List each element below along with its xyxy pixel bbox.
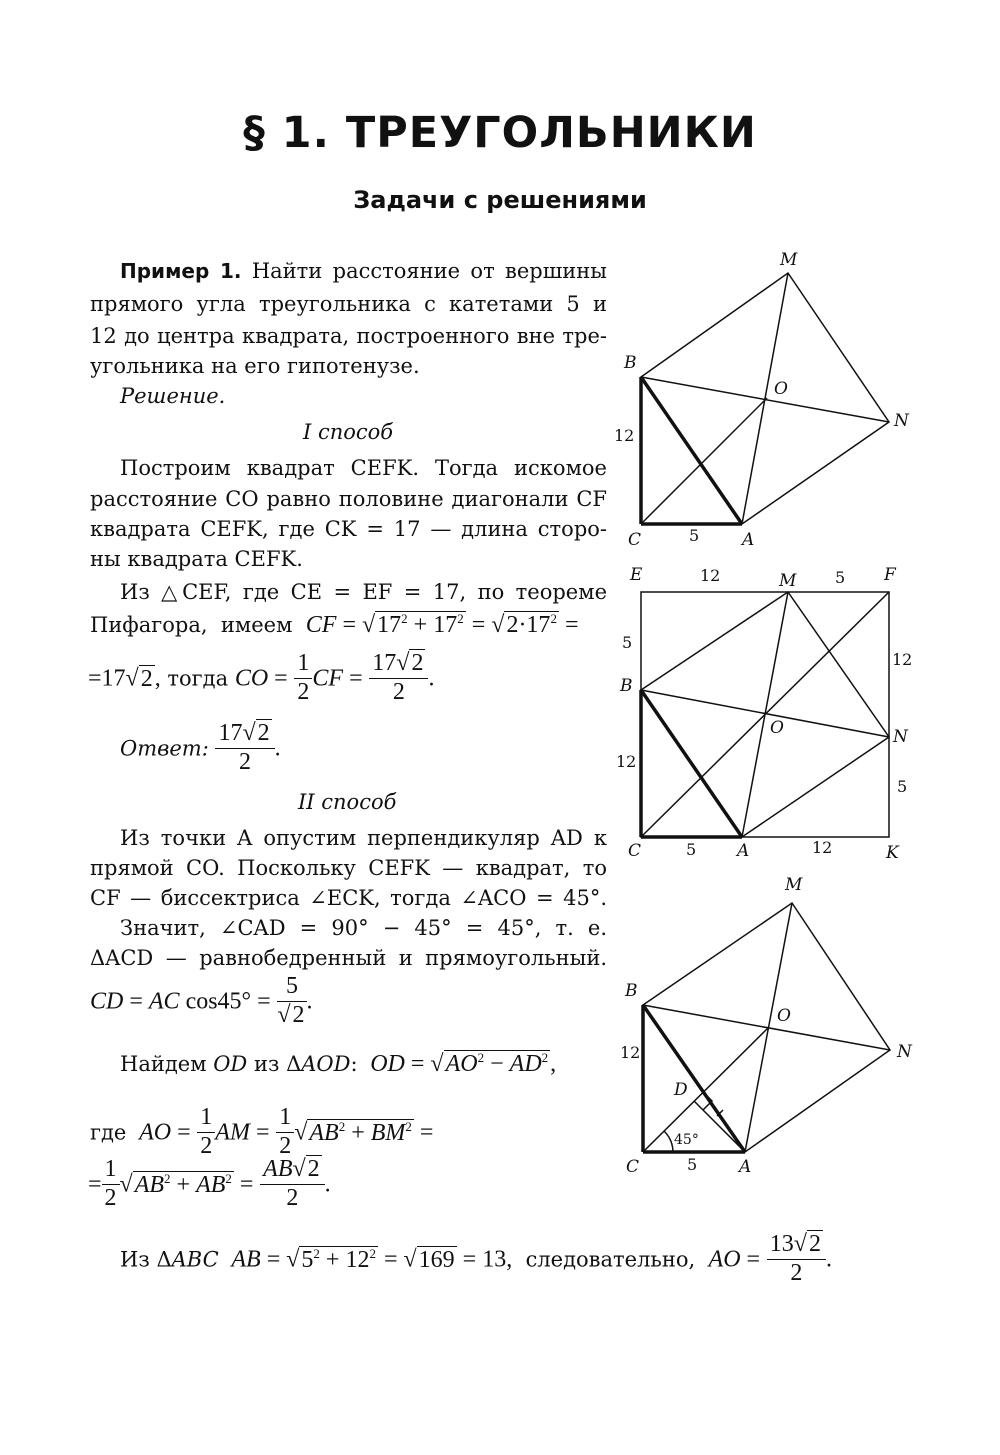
formula-cf: Пифагора, имеем CF = $√17^2 + 17^2 = √2\cdot 17^2$ =: [90, 611, 579, 638]
perpendicular-ad: [694, 1101, 745, 1152]
diagonal-am: [742, 273, 788, 524]
method1-line-2: расстояние CO равно половине диагонали CF: [90, 487, 607, 511]
formula-od: Найдем OD из ΔAOD: OD = $√AO^2 - AD^2$,: [120, 1050, 557, 1077]
point-a2-label: A: [737, 841, 750, 861]
formula-co: =17√2, тогда CO = $\frac{1}{2}$ CF = $\frac{17√2}{2}$ .: [88, 650, 435, 705]
length-5: 5: [689, 526, 700, 545]
solution-label: Решение.: [120, 384, 226, 408]
segment-co: [641, 398, 767, 524]
point-b3-label: B: [625, 981, 638, 1001]
length-ak: 12: [812, 838, 833, 857]
method2-line-5: ΔACD — равнобедренный и прямоугольный.: [90, 946, 607, 970]
method1-heading: I способ: [303, 420, 394, 444]
method1-line-4: ны квадрата CEFK.: [90, 547, 303, 571]
length-12: 12: [614, 426, 635, 445]
segment-ab: [641, 377, 742, 524]
formula-ao2: = $\frac{1}{2}$ $√AB^2 + AB^2$ = $\frac{AB√2}{2}$ .: [88, 1156, 331, 1211]
square-bmna-2: [641, 592, 889, 837]
formula-abc: Из ΔABC AB = $√5^2 + 12^2 = √169 = 13$, следовательно, AO = $\frac{13√2}{2}$ .: [120, 1231, 832, 1286]
diagonal-am-2: [742, 592, 788, 837]
diagonal-am-3: [745, 903, 792, 1152]
point-o2-label: O: [770, 718, 784, 738]
right-angle-mark: [703, 1092, 712, 1110]
length-ca: 5: [686, 840, 697, 859]
segment-ab-2: [641, 690, 742, 837]
square-bmna: [641, 273, 889, 524]
example-label: Пример 1.: [120, 259, 242, 283]
point-b2-label: B: [620, 676, 633, 696]
point-b-label: B: [624, 353, 637, 373]
diagonal-bn: [641, 377, 889, 422]
example-line-1: [120, 259, 607, 283]
point-d-label: D: [674, 1080, 688, 1100]
point-k-label: K: [886, 843, 899, 863]
length-fn: 12: [892, 650, 913, 669]
diagonal-bn-3: [643, 1005, 890, 1050]
example-line-2: прямого угла треугольника с катетами 5 и: [90, 292, 607, 316]
segment-ab-3: [643, 1005, 745, 1152]
point-m3-label: M: [785, 875, 803, 895]
point-o-label: O: [774, 379, 788, 399]
point-n3-label: N: [897, 1042, 912, 1062]
length-nk: 5: [897, 777, 908, 796]
method2-line-3: CF — биссектриса ∠ECK, тогда ∠ACO = 45°.: [90, 886, 607, 910]
section-subtitle: Задачи с решениями: [353, 186, 647, 214]
point-c3-label: C: [626, 1157, 640, 1177]
method1-line-3: квадрата CEFK, где CK = 17 — длина сторо-: [90, 517, 607, 541]
point-a3-label: A: [739, 1157, 752, 1177]
point-n-label: N: [894, 411, 909, 431]
length-bc-3: 12: [620, 1043, 641, 1062]
method2-line-2: прямой CO. Поскольку CEFK — квадрат, то: [90, 856, 607, 880]
example-line-3: 12 до центра квадрата, построенного вне тре-: [90, 324, 607, 348]
length-ca-3: 5: [687, 1155, 698, 1174]
diagonal-cf: [641, 592, 889, 837]
point-n2-label: N: [893, 727, 908, 747]
point-a-label: A: [742, 530, 755, 550]
length-mf: 5: [835, 568, 846, 587]
point-m2-label: M: [779, 571, 797, 591]
tick-mark: [717, 1110, 723, 1116]
answer-1: Ответ: $\frac{17√2}{2}$ .: [120, 720, 281, 775]
length-bc: 12: [616, 752, 637, 771]
method1-line-1: Построим квадрат CEFK. Тогда искомое: [120, 456, 607, 480]
angle-arc: [664, 1131, 673, 1152]
example-line-4: угольника на его гипотенузе.: [90, 354, 420, 378]
point-f-label: F: [884, 565, 896, 585]
formula-cd: CD = AC cos45° = $\frac{5}{√2}$ .: [90, 973, 313, 1028]
formula-ao: где AO = $\frac{1}{2}$ AM = $\frac{1}{2}$ $√AB^2 + BM^2$ =: [90, 1104, 434, 1159]
method2-line-1: Из точки A опустим перпендикуляр AD к: [120, 826, 607, 850]
point-c2-label: C: [628, 841, 642, 861]
point-c-label: C: [628, 530, 642, 550]
square-cefk: [641, 592, 889, 837]
point-e-label: E: [630, 565, 643, 585]
page-title: § 1. ТРЕУГОЛЬНИКИ: [243, 108, 757, 158]
length-em: 12: [700, 566, 721, 585]
example-text-1: Найти расстояние от вершины: [251, 259, 607, 283]
answer-label: Ответ:: [120, 736, 209, 761]
point-o3-label: O: [777, 1006, 791, 1026]
square-bmna-3: [643, 903, 890, 1152]
angle-45-label: 45°: [674, 1132, 699, 1148]
length-eb: 5: [622, 633, 633, 652]
diagonal-bn-2: [641, 690, 889, 737]
point-m-label: M: [780, 250, 798, 270]
method2-heading: II способ: [298, 790, 397, 814]
method1-line-5: Из △CEF, где CE = EF = 17, по теореме: [120, 580, 607, 604]
segment-co-3: [643, 1027, 769, 1152]
method2-line-4: Значит, ∠CAD = 90° − 45° = 45°, т. е.: [120, 916, 607, 940]
